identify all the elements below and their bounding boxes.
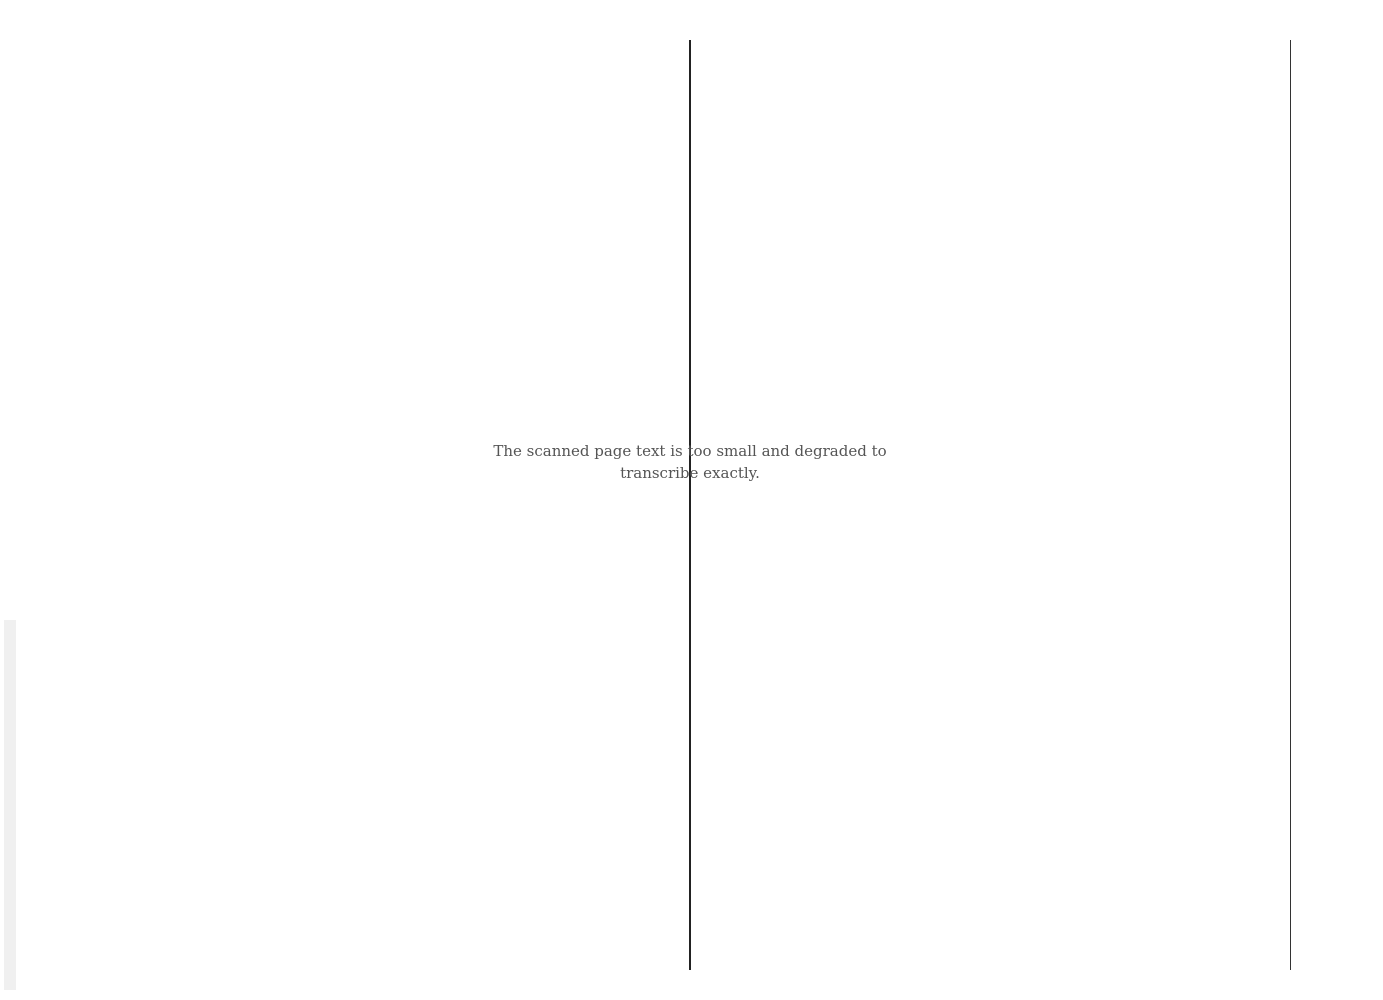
- transcription-notice: The scanned page text is too small and degraded to transcribe exactly.: [493, 442, 887, 482]
- header-rule: [1290, 40, 1291, 970]
- column-divider: [689, 40, 691, 970]
- digitization-credit-strip: [4, 620, 16, 990]
